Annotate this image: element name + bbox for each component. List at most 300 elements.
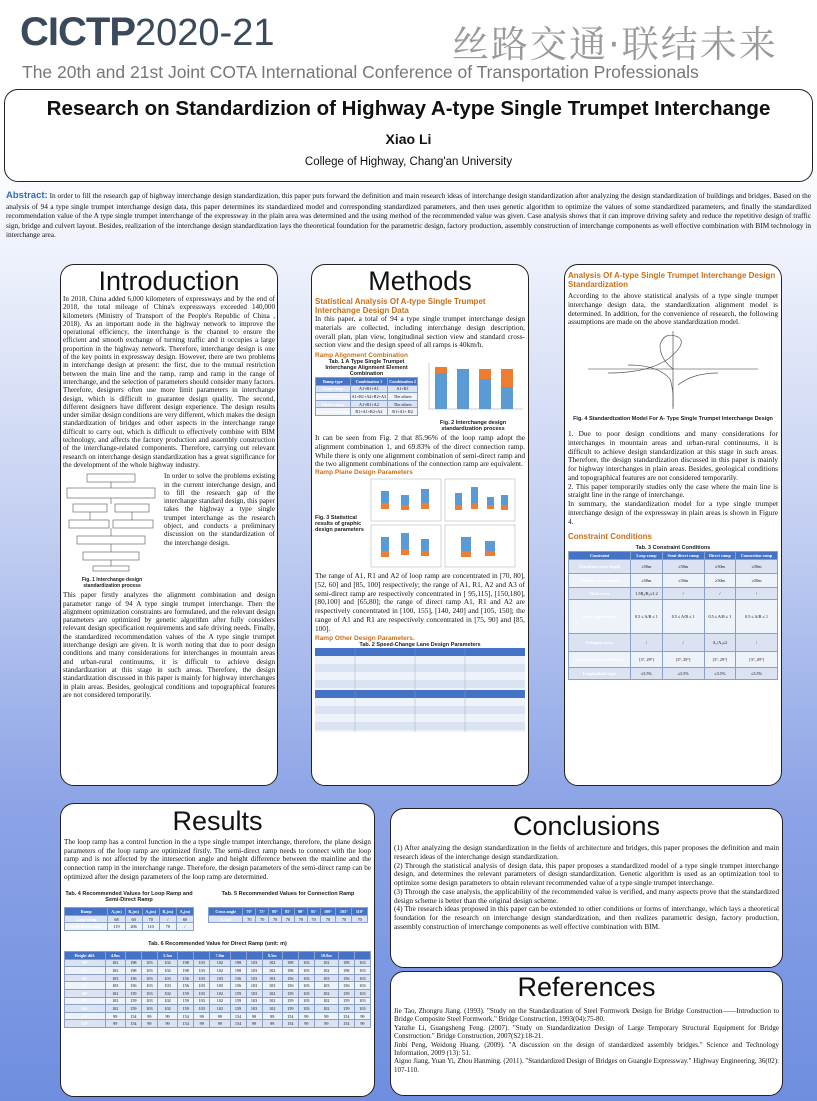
tab2-table-image [315,648,525,732]
table-cell: 99 [314,1012,338,1020]
table-cell: 102 [105,967,125,975]
table-cell: 198 [178,959,194,967]
table-cell: 102 [157,997,177,1005]
table-cell: 159 [178,989,194,997]
table-cell: 103 [298,959,314,967]
model-p4: In summary, the standardization model for a type single trumpet interchange design of the expressway in plain areas is shown in Figure 4. [568,499,778,526]
table-cell: A1+R1+A1 [350,385,388,393]
table-cell: / [736,633,778,651]
table-row [65,915,194,923]
tab3-caption: Tab. 3 Constraint Conditions [635,545,711,552]
table-cell: 99 [354,1020,370,1028]
table-cell: 68 [108,915,125,923]
table-cell: 102 [157,967,177,975]
table-cell: 102 [210,989,230,997]
tab6-caption: Tab. 6 Recommended Value for Direct Ramp (unit: m) [148,940,287,947]
table-cell: 103 [298,997,314,1005]
tab2-caption: Tab. 2 Speed-Change Lane Design Parameters [359,642,481,649]
table-cell: 156 [178,974,194,982]
table-row [65,989,371,997]
methods-sub4: Ramp Other Design Parameters. [315,635,415,643]
tab5-header-cell: 90° [294,908,307,916]
table-cell: 102 [210,997,230,1005]
tab3-header-cell: Loop ramp [631,552,663,560]
tab6-header-cell [194,951,210,959]
title-box [4,89,813,182]
table-cell: 103 [141,967,157,975]
table-row [65,974,371,982]
tab1-caption: Tab. 1 A Type Single Trumpet Interchange Alignment Element Combination [325,359,408,377]
introduction-p2: In order to solve the problems existing in the current interchange design, and to fill the research gap of the interchange standard design, this paper takes the highway a type single trumpet interchange as the research object, and conducts a preliminary discussion on the standardization of the interchange design. [164,472,275,547]
table-cell: ≥50m [662,559,704,573]
table-cell: ≥50m [631,573,663,587]
table-cell: 198 [338,959,354,967]
tab3-header-cell: Constraint [569,552,631,560]
tab6-header-cell [178,951,194,959]
tab4-header-cell: A₂(m) [142,908,159,916]
table-cell: 103 [246,989,262,997]
table-cell: 0.5 ≤ A/R ≤ 1 [704,599,736,633]
table-cell: 99 [157,1012,177,1020]
table-cell: 156 [125,974,141,982]
fig2 [421,359,525,432]
table-cell: 102 [314,1005,338,1013]
flowchart-figure [63,472,159,572]
table-cell: 70 [352,915,368,923]
tab4-caption: Tab. 4 Recommended Values for Loop Ramp and Semi-Direct Ramp [65,891,193,904]
table-cell: 159 [338,997,354,1005]
table-cell: 103 [246,974,262,982]
methods-sub2: Ramp Alignment Combination [315,352,408,359]
paper-title: Research on Standardizion of Highway A-type Single Trumpet Interchange [46,97,771,120]
table-cell: ≥50m [704,559,736,573]
table-cell: Semi-direct ramp [317,393,349,399]
table-cell: / [159,915,176,923]
table-cell: Longitudinal slope [569,667,631,679]
tab5-table [208,907,368,923]
reference-2: Yanzhe Li, Guangsheng Feng. (2007). "Study on Standardization Design of Large Temporary Structural Equipment for Bridge Construction." Bridge Construction, 2007(S2):18-21. [394,1023,779,1041]
table-cell: 198 [125,967,141,975]
table-cell: / [736,587,778,599]
fig4-caption: Fig. 4 Standardization Model For A- Type Single Trumpet Interchange Design [573,416,773,422]
table-cell: 99 [354,1012,370,1020]
table-cell: 154 [125,1012,141,1020]
model-p1: According to the above statistical analysis of a type single trumpet interchange design data, the standardization alignment model is determined. In addition, for the convenience of research, the following assumptions are made on the above standardization model. [568,291,778,327]
table-cell: 156 [125,982,141,990]
fig1-caption: Fig. 1 Interchange design standardization process [81,577,143,590]
table-cell: 102 [210,959,230,967]
tab5-header-cell: 80° [269,908,282,916]
tab5-header-cell: 110° [352,908,368,916]
table-row [65,923,194,931]
table-cell: 102 [314,959,338,967]
table-cell: 70 [336,915,352,923]
table-cell: 156 [230,982,246,990]
tab4-header-cell: R₂(m) [159,908,176,916]
table-cell: 103 [354,1005,370,1013]
table-cell: 99 [141,1012,157,1020]
conclusions-panel [390,808,783,968]
table-row [569,599,778,633]
table-cell: 70° [65,959,106,967]
conclusions-p1: (1) After analyzing the design standardization in the fields of architecture and bridges, this paper proposes the definition and main research ideas of the interchange design standardization. [394,843,779,861]
conference-title: The 20th and 21st Joint COTA International Conference of Transportation Professionals [22,62,699,82]
table-cell: 103 [105,974,125,982]
table-cell: 99 [194,1020,210,1028]
table-cell: 103 [141,959,157,967]
tab5-header-cell: 75° [256,908,269,916]
cictp-logo [20,10,320,62]
table-cell: The others [388,393,418,401]
table-cell: 159 [178,1005,194,1013]
logo-year: 2020-21 [135,12,275,54]
table-row [569,667,778,679]
table-row [65,1005,371,1013]
table-cell: 70 [282,915,295,923]
conclusions-p4: (4) The research ideas proposed in this paper can be extended to other conditions or forms of interchange, which lays a theoretical foundation for the research on interchange design standardization, and then realizes parametric design, factory production, assembly construction of interchange components as well effective combination with BIM. [394,904,779,931]
table-cell: 103 [105,982,125,990]
fig4-trumpet-model [568,329,778,411]
table-cell: 156 [338,974,354,982]
table-row [65,997,371,1005]
table-cell: 103 [314,982,338,990]
tab3-header-cell: Semi-direct ramp [662,552,704,560]
table-cell: 99 [314,1020,338,1028]
table-cell: / [704,587,736,599]
fig3-boxplots [367,477,517,571]
introduction-p1: In 2018, China added 6,000 kilometers of expressways and by the end of 2018, the total mileage of China's expressways exceeded 140,000 kilometers (Ministry of Transport of the People's Republic of China , 2018). As an important node in the highway network to improve the operational efficiency, the interchange is the channel to ensure the efficient and smooth exchange of turning traffic and it occupies a large proportion in the highway network. Therefore, interchange design is one of the key points in expressway design. However, there are two problems in interchange design at present: the first, due to the mutual restriction between the main line and the ramp, ramp and ramp in the range of interchange, and the selection of parameters should consider many factors. Therefore, designers often use more limit parameters in interchange design, which is difficult to guarantee design quality. The second, different designers have different design experience. The design results under similar design conditions are very different, which makes the design standardization of bridges and other aspects in the interchange range difficult to carry out, which is difficult to effectively combine with BIM technology, and affects the factory production and assembly construction of the interchange-related components. Therefore, carrying out relevant research on interchange design standardization has a great significance for the development of the whole highway industry. [63,295,275,469]
table-cell: 103 [141,989,157,997]
table-cell: 90° [65,989,106,997]
table-cell: ≥50m [736,573,778,587]
table-cell: 102 [105,959,125,967]
table-cell: R1+A1+R2+A2 [350,408,388,416]
table-cell: 154 [125,1020,141,1028]
tab6-header-cell: 4.0m [105,951,125,959]
table-cell: Loop ramp [316,385,351,393]
reference-1: Jie Tao, Zhongru Jiang. (1993). "Study on the Standardization of Steel Formwork Design for Bridge Construction——Introduction to Bridge Composite Steel Formwork." Bridge Construction, 1993(04):75-80. [394,1007,779,1024]
table-cell: 159 [178,997,194,1005]
table-cell: 99 [246,1012,262,1020]
tab3-header-cell: Connection ramp [736,552,778,560]
table-cell: A1+R1+A2+R2+A3 [351,393,387,399]
tab6-header-cell [246,951,262,959]
table-cell: 100° [65,1005,106,1013]
methods-panel [311,264,529,786]
tab5-header-cell: 95° [307,908,320,916]
table-cell: 99 [210,1012,230,1020]
logo-text: CICTP [20,10,135,54]
table-cell: 105° [65,1012,106,1020]
fig3-caption: Fig. 3 Statistical results of graphic design parameters [315,515,364,533]
table-cell: 159 [338,989,354,997]
table-cell: 103 [194,967,210,975]
abstract-text: In order to fill the research gap of highway interchange design standardization, this paper puts forward the definition and main research ideas of interchange design standardization after analyzing the design standardization of buildings and bridges. Based on the analysis of 94 a type single trumpet interchange design data, this paper determines its standardized model and corresponding standardized parameters, and then uses genetic algorithm to optimize the values of some standardized parameters, and finally the standardized recommendation value of the A type single trumpet interchange of the expressway in the plain area was determined and the using method of the recommended value was given. Case analysis shows that it can improve driving safety and reduce the repetitive design of traffic sign, bridge and culvert layout. Besides, realization of the interchange design standardization lays the theoretical foundation for the parametric design, factory production, assembly construction of interchange components as well effective combination with BIM technology in interchange area. [6,191,812,240]
table-cell: 159 [282,989,298,997]
table-cell: 99 [262,1012,282,1020]
table-cell: S-shaped curve [569,633,631,651]
table-cell: 103 [194,997,210,1005]
table-cell: 103 [194,974,210,982]
tab1-header-cell: Combination 2 [389,378,416,384]
table-cell: 154 [338,1020,354,1028]
tab6-header-cell [125,951,141,959]
tab3-table [568,551,778,680]
table-cell: [3°, 29°] [631,651,663,667]
table-cell: 103 [141,974,157,982]
tab6-header-cell [282,951,298,959]
fig2-bar-chart [421,359,525,415]
fig1 [63,472,161,589]
table-cell: 102 [105,989,125,997]
table-cell: ≥50m [736,559,778,573]
table-cell: Transition curve length [569,559,631,573]
table-cell: 70 [256,915,269,923]
table-cell: 102 [262,967,282,975]
table-row [65,959,371,967]
tab1-table [315,377,418,416]
table-cell: 99 [194,1012,210,1020]
methods-heading: Methods [368,266,472,296]
conclusions-heading: Conclusions [512,811,661,841]
tab5-header-cell: 70° [243,908,256,916]
table-cell: 103 [210,974,230,982]
abstract-label: Abstract: [6,190,48,201]
table-cell: 159 [230,1005,246,1013]
table-cell: 103 [246,959,262,967]
tab6-header-cell [354,951,370,959]
table-cell: 103 [246,982,262,990]
table-cell: 103 [141,982,157,990]
table-cell: 103 [354,982,370,990]
table-cell: 154 [230,1020,246,1028]
table-cell: 99 [141,1020,157,1028]
table-row [316,393,418,401]
table-cell: 102 [262,997,282,1005]
table-cell: 102 [157,1005,177,1013]
introduction-heading: Introduction [98,266,240,296]
table-cell: [3°, 29°] [704,651,736,667]
table-cell: 156 [338,982,354,990]
table-cell: ≥50m [662,573,704,587]
table-cell: 103 [210,982,230,990]
table-cell: 156 [178,982,194,990]
tab4-header-cell: Ramp [65,908,108,916]
table-row [569,559,778,573]
table-row [316,408,418,416]
table-cell: 103 [298,1005,314,1013]
table-row [316,385,418,393]
table-cell: 103 [194,959,210,967]
table-cell: / [631,633,663,651]
table-cell: 103 [246,1005,262,1013]
table-cell: 103 [262,974,282,982]
table-cell: A₁/A₂≤2 [704,633,736,651]
introduction-panel [60,264,278,786]
table-cell: ≥50m [704,573,736,587]
tab6-header-cell: 8.5m [262,951,282,959]
table-cell: 95° [65,997,106,1005]
table-cell: 198 [230,959,246,967]
table-row [65,1020,371,1028]
table-cell: 206 [125,923,142,931]
tab6-header-cell: 7.0m [210,951,230,959]
table-cell: 1.5R₂/R₁≤1.2 [631,587,663,599]
results-p1: The loop ramp has a control function in the a type single trumpet interchange, therefore, the plane design parameters of the loop ramp are optimized firstly. The semi-direct ramp needs to connect with the loop ramp and is not affected by the intersection angle and height difference between the mainline and the connection ramp in the interchange range. Therefore, the design parameters of the semi-direct ramp can be optimized after the design parameters of the loop ramp are determined. [64,838,371,881]
methods-p1: In this paper, a total of 94 a type single trumpet interchange design materials are collected, including interchange design description, overall plan, plan view, longitudinal section view and standard cross-section view and the design speed of all ramps is 40km/h. [315,314,525,350]
model-panel [564,264,782,786]
paper-affiliation: College of Highway, Chang'an University [304,156,513,168]
introduction-p3: This paper firstly analyzes the alignment combination and design parameter range of 94 A type single trumpet interchange. Then the alignment optimization constraints are formulated, and the relevant design parameters are optimized by genetic algorithm after fully considers relevant design specification requirements and safe driving needs. Finally, the standardized recommendation values of the A type single trumpet interchange design are given. It is worth noting that due to poor design conditions and many considerations for interchanges in mountain areas and urban-rural continuums, it is difficult to achieve design standardization at this stage in such areas. Therefore, the design standardization discussed in this paper is mainly for highway interchanges in plain areas. Besides, geological conditions and topographical features are not considered temporarily. [63,591,275,699]
results-panel [60,803,375,1097]
table-cell: 99 [262,1020,282,1028]
table-cell: 103 [194,1005,210,1013]
table-row [569,587,778,599]
fig2-caption: Fig. 2 Interchange design standardization process [439,420,507,432]
table-cell: 198 [230,967,246,975]
table-cell: [3°, 29°] [662,651,704,667]
table-cell: A1+R1 [388,385,418,393]
table-cell: 156 [282,982,298,990]
tab5-header-cell: 100° [320,908,336,916]
tab4-header-cell: A₃(m) [176,908,193,916]
table-cell: 102 [314,997,338,1005]
table-cell: ≤3.5% [631,667,663,679]
table-cell: ≥50m [631,559,663,573]
tab4-header-cell: A₁(m) [108,908,125,916]
table-cell: [3°, 29°] [736,651,778,667]
table-cell: 103 [354,997,370,1005]
table-cell: 198 [178,967,194,975]
chinese-slogan: 丝路交通·联结未来 [452,23,778,66]
table-cell: 102 [262,1005,282,1013]
table-cell: 198 [338,967,354,975]
table-cell: 70 [243,915,256,923]
table-cell: / [662,587,704,599]
table-row [65,1012,371,1020]
model-sub2: Constraint Conditions [568,532,652,542]
table-cell: 154 [178,1020,194,1028]
table-cell: 102 [314,989,338,997]
table-cell: 159 [230,989,246,997]
table-cell: Loop ramp [65,915,108,923]
table-cell: 103 [194,982,210,990]
tab1-header-cell: Combination 1 [350,378,388,386]
table-cell: 154 [282,1020,298,1028]
table-cell: 119 [108,923,125,931]
table-row [569,651,778,667]
table-cell: 99 [298,1020,314,1028]
tab6-header-cell: Height diff. [65,951,106,959]
table-cell: 102 [157,959,177,967]
table-cell: 103 [157,974,177,982]
table-cell: 102 [105,1005,125,1013]
tab1-header-cell: Ramp type [316,378,351,386]
table-cell: 198 [125,959,141,967]
table-cell: Basic type of curve [569,599,631,633]
tab6-header-cell [230,951,246,959]
table-cell: 103 [354,959,370,967]
table-cell: 159 [282,1005,298,1013]
table-cell: 103 [194,989,210,997]
table-cell: 70 [320,915,336,923]
tab6-header-cell [338,951,354,959]
tab6-table [64,951,371,1028]
table-cell: 110° [65,1020,106,1028]
table-cell: 99 [105,1020,125,1028]
table-cell: 159 [125,989,141,997]
table-cell: 103 [141,997,157,1005]
tab6-header-cell [298,951,314,959]
table-row [65,982,371,990]
table-cell: 75° [65,967,106,975]
table-row [65,967,371,975]
table-cell: 103 [314,974,338,982]
table-cell: 103 [246,967,262,975]
table-cell: 103 [298,974,314,982]
results-heading: Results [172,806,263,836]
table-cell: 156 [230,974,246,982]
table-cell: 102 [210,1005,230,1013]
methods-p2: It can be seen from Fig. 2 that 85.96% of the loop ramp adopt the alignment combination 1, and 69.83% of the direct connection ramp. While there is only one alignment combination of semi-direct ramp and the two alignment combinations of the connection ramp are equivalent. [315,433,525,469]
table-cell: 103 [246,997,262,1005]
table-cell: 154 [338,1012,354,1020]
table-cell: 0.5 ≤ A/R ≤ 1 [631,599,663,633]
model-p3: 2. This paper temporarily studies only the case where the main line is straight line in the range of interchange. [568,481,778,500]
table-cell: 70 [159,923,176,931]
table-cell: 80° [65,974,106,982]
table-cell: 159 [125,997,141,1005]
table-cell: ≤3.5% [704,667,736,679]
conclusions-p2: (2) Through the statistical analysis of design data, this paper proposes a standardized model of a type single trumpet interchange design, and determines the relevant parameters of design standardization. Genetic algorithm is used as an optimization tool to optimize some design parameters to obtain relevant recommended value of a type single trumpet interchange. [394,860,779,887]
table-cell: Transition curve deflection [569,651,631,667]
table-cell: 154 [282,1012,298,1020]
table-cell: 103 [141,1005,157,1013]
conclusions-p3: (3) Through the case analysis, the applicability of the recommended value is verified, and many aspects prove that the standardized design scheme is better than the original design scheme. [394,886,779,905]
table-cell: A1+R1+A2 [350,400,388,408]
table-cell: 60 [176,915,193,923]
table-cell: 103 [354,989,370,997]
table-cell: Direct ramp [316,400,351,408]
table-cell: 0.5 ≤ A/R ≤ 1 [662,599,704,633]
table-cell: 103 [298,989,314,997]
methods-sub1: Statistical Analysis Of A-type Single Trumpet Interchange Design Data [315,297,486,315]
methods-p3: The range of A1, R1 and A2 of loop ramp are concentrated in [70, 80], [52, 60] and [85, 100] respectively; the range of A1, R1, A2 and A3 of semi-direct ramp are respectively concentrated in [ 95,115], [150,180], [80,100] and [65,80]; the range of direct ramp A1, R1 and A2 are respectively concentrated in [100, 155], [140, 240] and [105, 150]; the range of A1 and R1 are respectively concentrated in [75, 90] and [85, 100]. [315,571,525,633]
table-cell: 103 [298,967,314,975]
table-cell: 70 [294,915,307,923]
table-cell: 70 [307,915,320,923]
table-cell: 103 [354,967,370,975]
table-cell: 198 [282,959,298,967]
tab3-header-cell: Direct ramp [704,552,736,560]
table-cell: ≤3.5% [662,667,704,679]
table-cell: 159 [230,997,246,1005]
tab6-header-cell: 5.5m [157,951,177,959]
table-cell: / [662,633,704,651]
tab4-header-cell: R₁(m) [125,908,142,916]
tab5-caption: Tab. 5 Recommended Values for Connection Ramp [221,891,355,898]
table-cell: 99 [210,1020,230,1028]
table-row [569,633,778,651]
table-cell: 103 [354,974,370,982]
table-cell: A₁ (m) [209,915,243,923]
table-cell: Connection ramp [317,409,349,415]
table-cell: 159 [125,1005,141,1013]
tab5-header-cell: 85° [282,908,295,916]
table-cell: 102 [314,967,338,975]
table-cell: 103 [262,982,282,990]
table-cell: 99 [157,1020,177,1028]
